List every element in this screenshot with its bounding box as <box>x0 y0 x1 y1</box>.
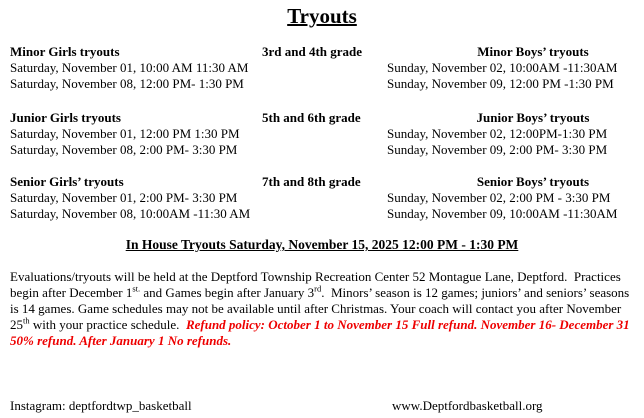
minor-girls-date-1: Saturday, November 01, 10:00 AM 11:30 AM <box>10 60 249 75</box>
senior-grade-label: 7th and 8th grade <box>262 174 361 189</box>
minor-boys-date-2: Sunday, November 09, 12:00 PM -1:30 PM <box>387 76 614 91</box>
junior-girls-date-2: Saturday, November 08, 2:00 PM- 3:30 PM <box>10 142 238 157</box>
senior-girls-heading: Senior Girls’ tryouts <box>10 174 124 189</box>
info-text-3: . Minors’ season is 12 games; juniors’ and seniors’ seasons is 14 games. Game schedules may not be available until after Christmas. Your coach will contact you after November 25 <box>10 285 633 332</box>
page-title <box>0 0 644 28</box>
minor-girls-column <box>10 44 262 92</box>
tryout-section-senior <box>10 174 644 222</box>
superscript-th: th <box>23 315 30 326</box>
senior-boys-heading: Senior Boys’ tryouts <box>476 174 590 189</box>
junior-girls-heading: Junior Girls tryouts <box>10 110 121 125</box>
minor-boys-heading: Minor Boys’ tryouts <box>477 44 589 59</box>
junior-boys-column <box>387 110 634 158</box>
minor-girls-heading: Minor Girls tryouts <box>10 44 120 59</box>
senior-boys-date-2: Sunday, November 09, 10:00AM -11:30AM <box>387 206 618 221</box>
page-title-text: Tryouts <box>287 4 357 28</box>
minor-boys-date-1: Sunday, November 02, 10:00AM -11:30AM <box>387 60 618 75</box>
junior-grade-label: 5th and 6th grade <box>262 110 361 125</box>
inhouse-tryouts-line <box>0 237 644 253</box>
info-text-4: with your practice schedule. <box>29 317 186 332</box>
senior-girls-date-1: Saturday, November 01, 2:00 PM- 3:30 PM <box>10 190 238 205</box>
minor-grade-label: 3rd and 4th grade <box>262 44 363 59</box>
refund-policy-text: Refund policy: October 1 to November 15 Full refund. November 16- December 31 50% refund. After January 1 No refunds. <box>10 317 633 348</box>
senior-boys-date-1: Sunday, November 02, 2:00 PM - 3:30 PM <box>387 190 611 205</box>
senior-boys-column <box>387 174 634 222</box>
senior-girls-date-2: Saturday, November 08, 10:00AM -11:30 AM <box>10 206 251 221</box>
website-url: www.Deptfordbasketball.org <box>392 398 543 413</box>
info-text-2: and Games begin after January 3 <box>140 285 315 300</box>
inhouse-tryouts-text: In House Tryouts Saturday, November 15, 2025 12:00 PM - 1:30 PM <box>125 237 519 252</box>
info-paragraph <box>10 269 638 349</box>
tryout-section-minor <box>10 44 644 92</box>
superscript-rd: rd <box>314 283 322 294</box>
junior-boys-date-2: Sunday, November 09, 2:00 PM- 3:30 PM <box>387 142 608 157</box>
minor-girls-date-2: Saturday, November 08, 12:00 PM- 1:30 PM <box>10 76 244 91</box>
senior-girls-column <box>10 174 262 222</box>
superscript-st: st. <box>132 283 141 294</box>
minor-boys-column <box>387 44 634 92</box>
junior-girls-column <box>10 110 262 158</box>
instagram-handle: Instagram: deptfordtwp_basketball <box>10 398 192 413</box>
info-text-1: Evaluations/tryouts will be held at the Deptford Township Recreation Center 52 Montague Lane, Deptford. Practices begin after December 1 <box>10 269 625 300</box>
footer <box>10 398 644 414</box>
junior-boys-date-1: Sunday, November 02, 12:00PM-1:30 PM <box>387 126 608 141</box>
junior-girls-date-1: Saturday, November 01, 12:00 PM 1:30 PM <box>10 126 240 141</box>
junior-boys-heading: Junior Boys’ tryouts <box>476 110 590 125</box>
tryout-section-junior <box>10 110 644 158</box>
